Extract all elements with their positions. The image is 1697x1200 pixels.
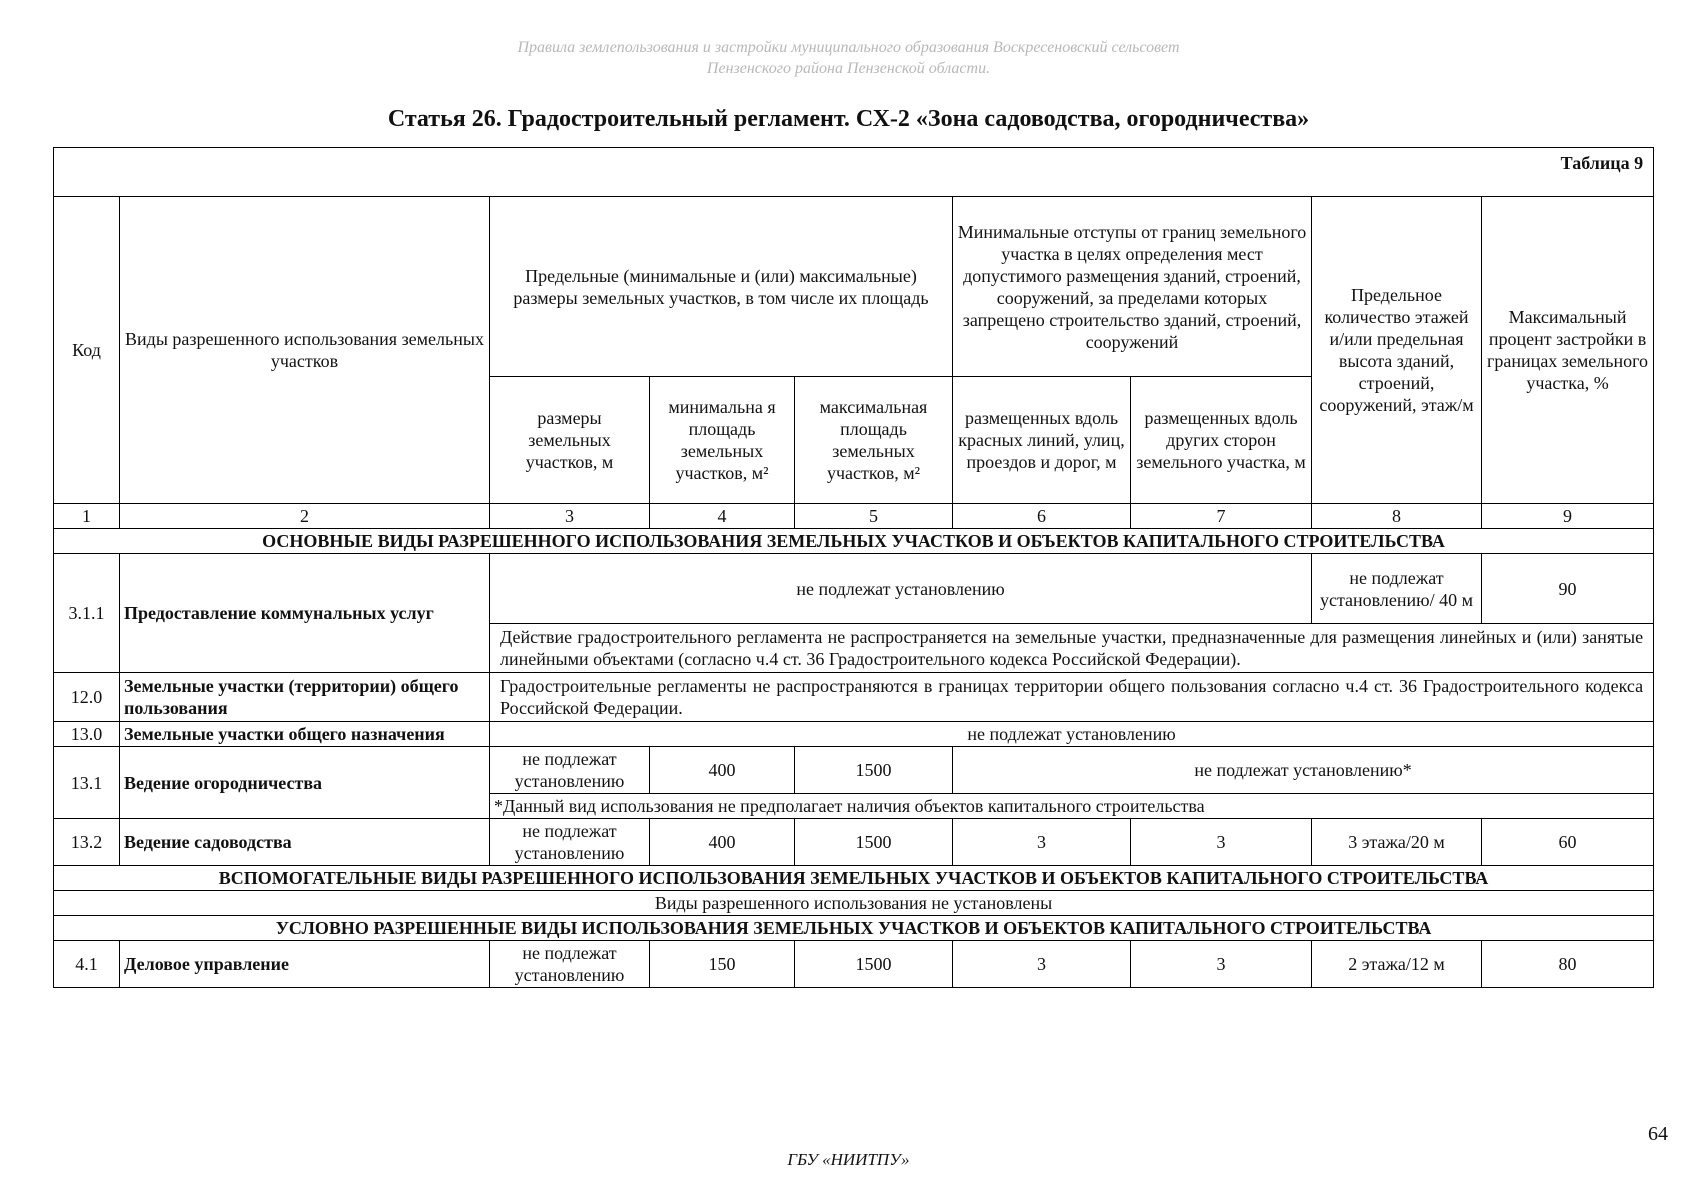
row-setback-red: 3 xyxy=(953,819,1131,866)
aux-note: Виды разрешенного использования не установлены xyxy=(54,891,1654,916)
row-use-name: Ведение огородничества xyxy=(120,747,490,819)
section-main-row xyxy=(54,529,1654,554)
header-max-percent: Максимальный процент застройки в границах земельного участка, % xyxy=(1482,197,1654,504)
column-number: 3 xyxy=(490,504,650,529)
header-sizes: размеры земельных участков, м xyxy=(490,377,650,504)
column-number: 8 xyxy=(1312,504,1482,529)
section-aux-row xyxy=(54,866,1654,891)
row-sizes: не подлежат установлению xyxy=(490,747,650,794)
column-number-row xyxy=(54,504,1654,529)
row-max-area: 1500 xyxy=(795,747,953,794)
header-code: Код xyxy=(54,197,120,504)
column-number: 4 xyxy=(650,504,795,529)
row-use-name: Земельные участки общего назначения xyxy=(120,722,490,747)
row-note: Действие градостроительного регламента не распространяется на земельные участки, предназначенные для размещения линейных и (или) занятые линейными объектами (согласно ч.4 ст. 36 Градостроительного кодекса Российской Федерации). xyxy=(490,624,1654,673)
running-header-line-2: Пензенского района Пензенской области. xyxy=(706,60,991,77)
column-number: 5 xyxy=(795,504,953,529)
row-sizes: не подлежат установлению xyxy=(490,941,650,988)
header-min-area: минимальна я площадь земельных участков, м² xyxy=(650,377,795,504)
row-code: 13.0 xyxy=(54,722,120,747)
header-row-1 xyxy=(54,197,1654,377)
column-number: 2 xyxy=(120,504,490,529)
row-use-name: Предоставление коммунальных услуг xyxy=(120,554,490,673)
table-number: Таблица 9 xyxy=(54,148,1654,197)
row-code: 3.1.1 xyxy=(54,554,120,673)
row-min-area: 400 xyxy=(650,819,795,866)
row-setback-red: 3 xyxy=(953,941,1131,988)
row-use-name: Деловое управление xyxy=(120,941,490,988)
table-row-13-0 xyxy=(54,722,1654,747)
row-setback-other: 3 xyxy=(1131,819,1312,866)
section-heading-aux: ВСПОМОГАТЕЛЬНЫЕ ВИДЫ РАЗРЕШЕННОГО ИСПОЛЬЗОВАНИЯ ЗЕМЕЛЬНЫХ УЧАСТКОВ И ОБЪЕКТОВ КАПИТАЛЬНОГО СТРОИТЕЛЬСТВА xyxy=(54,866,1654,891)
column-number: 6 xyxy=(953,504,1131,529)
row-percent: 80 xyxy=(1482,941,1654,988)
header-setback-red: размещенных вдоль красных линий, улиц, проездов и дорог, м xyxy=(953,377,1131,504)
regulation-table xyxy=(53,147,1654,988)
column-number: 7 xyxy=(1131,504,1312,529)
row-code: 13.1 xyxy=(54,747,120,819)
header-max-area: максимальная площадь земельных участков, м² xyxy=(795,377,953,504)
header-size-limits: Предельные (минимальные и (или) максимальные) размеры земельных участков, в том числе их площадь xyxy=(490,197,953,377)
aux-note-row xyxy=(54,891,1654,916)
row-use-name: Земельные участки (территории) общего пользования xyxy=(120,673,490,722)
row-percent: 90 xyxy=(1482,554,1654,624)
section-heading-conditional: УСЛОВНО РАЗРЕШЕННЫЕ ВИДЫ ИСПОЛЬЗОВАНИЯ ЗЕМЕЛЬНЫХ УЧАСТКОВ И ОБЪЕКТОВ КАПИТАЛЬНОГО СТРОИТЕЛЬСТВА xyxy=(54,916,1654,941)
table-row-4-1 xyxy=(54,941,1654,988)
article-title: Статья 26. Градостроительный регламент. СХ-2 «Зона садоводства, огородничества» xyxy=(387,106,1310,132)
row-max-area: 1500 xyxy=(795,941,953,988)
row-footnote: *Данный вид использования не предполагает наличия объектов капитального строительства xyxy=(490,794,1654,819)
table-row-12-0 xyxy=(54,673,1654,722)
running-header-line-1: Правила землепользования и застройки муниципального образования Воскресеновский сельсовет xyxy=(517,39,1180,56)
header-floors: Предельное количество этажей и/или предельная высота зданий, строений, сооружений, этаж/м xyxy=(1312,197,1482,504)
column-number: 9 xyxy=(1482,504,1654,529)
row-min-area: 150 xyxy=(650,941,795,988)
table-row-13-2 xyxy=(54,819,1654,866)
row-sizes: не подлежат установлению xyxy=(490,819,650,866)
row-max-area: 1500 xyxy=(795,819,953,866)
row-code: 13.2 xyxy=(54,819,120,866)
row-floors: не подлежат установлению/ 40 м xyxy=(1312,554,1482,624)
row-note: Градостроительные регламенты не распространяются в границах территории общего пользования согласно ч.4 ст. 36 Градостроительного кодекса Российской Федерации. xyxy=(490,673,1654,722)
footer-organization: ГБУ «НИИТПУ» xyxy=(787,1150,910,1169)
row-not-set: не подлежат установлению xyxy=(490,554,1312,624)
header-setbacks: Минимальные отступы от границ земельного участка в целях определения мест допустимого размещения зданий, строений, сооружений, за пределами которых запрещено строительство зданий, строений, сооружений xyxy=(953,197,1312,377)
row-value: не подлежат установлению xyxy=(490,722,1654,747)
table-number-row xyxy=(54,148,1654,197)
row-setback-other: 3 xyxy=(1131,941,1312,988)
table-row-3-1-1 xyxy=(54,554,1654,624)
header-setback-other: размещенных вдоль других сторон земельного участка, м xyxy=(1131,377,1312,504)
row-rest: не подлежат установлению* xyxy=(953,747,1654,794)
row-use-name: Ведение садоводства xyxy=(120,819,490,866)
row-min-area: 400 xyxy=(650,747,795,794)
column-number: 1 xyxy=(54,504,120,529)
row-code: 4.1 xyxy=(54,941,120,988)
row-floors: 3 этажа/20 м xyxy=(1312,819,1482,866)
table-row-13-1 xyxy=(54,747,1654,794)
row-code: 12.0 xyxy=(54,673,120,722)
header-use-types: Виды разрешенного использования земельных участков xyxy=(120,197,490,504)
row-floors: 2 этажа/12 м xyxy=(1312,941,1482,988)
section-conditional-row xyxy=(54,916,1654,941)
section-heading-main: ОСНОВНЫЕ ВИДЫ РАЗРЕШЕННОГО ИСПОЛЬЗОВАНИЯ ЗЕМЕЛЬНЫХ УЧАСТКОВ И ОБЪЕКТОВ КАПИТАЛЬНОГО СТРОИТЕЛЬСТВА xyxy=(54,529,1654,554)
row-percent: 60 xyxy=(1482,819,1654,866)
page-number: 64 xyxy=(1648,1123,1668,1145)
